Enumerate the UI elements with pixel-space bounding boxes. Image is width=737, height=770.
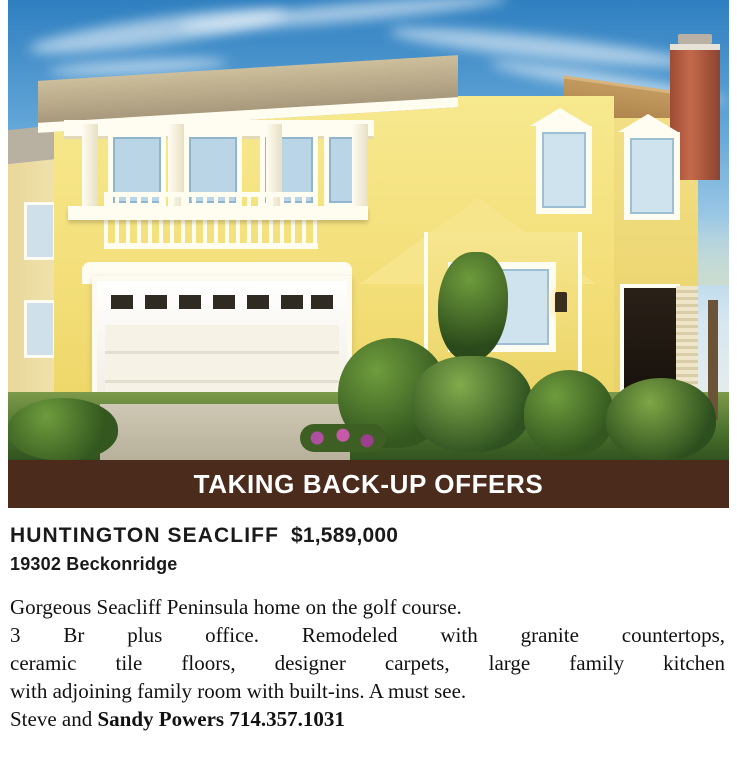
garage-window-lite <box>311 295 333 309</box>
balcony-deck <box>68 206 368 220</box>
porch-lamp <box>555 292 567 312</box>
description-line-2: 3 Br plus office. Remodeled with granite countertops, <box>10 623 725 647</box>
community-name: HUNTINGTON SEACLIFF <box>10 524 280 547</box>
listing-headline <box>10 524 725 548</box>
status-banner <box>8 460 729 508</box>
description-line-1: Gorgeous Seacliff Peninsula home on the golf course. <box>10 595 462 619</box>
upper-right-window <box>536 126 592 214</box>
garage-window-lite <box>111 295 133 309</box>
shrub <box>412 356 532 452</box>
garage-window-lite <box>247 295 269 309</box>
garage-window-lite <box>179 295 201 309</box>
listing-details <box>10 524 725 733</box>
listing-address: 19302 Beckonridge <box>10 554 178 574</box>
garage-window-lite <box>213 295 235 309</box>
garage-window-lite <box>281 295 303 309</box>
neighbour-window <box>24 300 56 358</box>
window-pediment <box>530 108 590 126</box>
balcony-railing <box>104 192 318 249</box>
shrub <box>524 370 614 456</box>
shrub <box>8 398 118 460</box>
window-pediment <box>618 114 678 132</box>
listing-price: $1,589,000 <box>291 524 399 547</box>
flower-bed <box>300 424 386 452</box>
listing-description <box>10 593 725 733</box>
property-photo <box>8 0 729 460</box>
upper-right-window <box>624 132 680 220</box>
shrub <box>606 378 716 460</box>
garage-window-lite <box>145 295 167 309</box>
chimney-cap <box>678 34 712 44</box>
neighbour-window <box>24 202 56 260</box>
description-line-3: ceramic tile floors, designer carpets, large family kitchen <box>10 651 725 675</box>
agent-name-phone: Sandy Powers 714.357.1031 <box>97 707 345 731</box>
agent-contact <box>10 705 725 733</box>
status-badge: TAKING BACK-UP OFFERS <box>193 468 544 499</box>
agent-prefix: Steve and <box>10 707 98 731</box>
description-line-4: with adjoining family room with built-ins. A must see. <box>10 679 467 703</box>
